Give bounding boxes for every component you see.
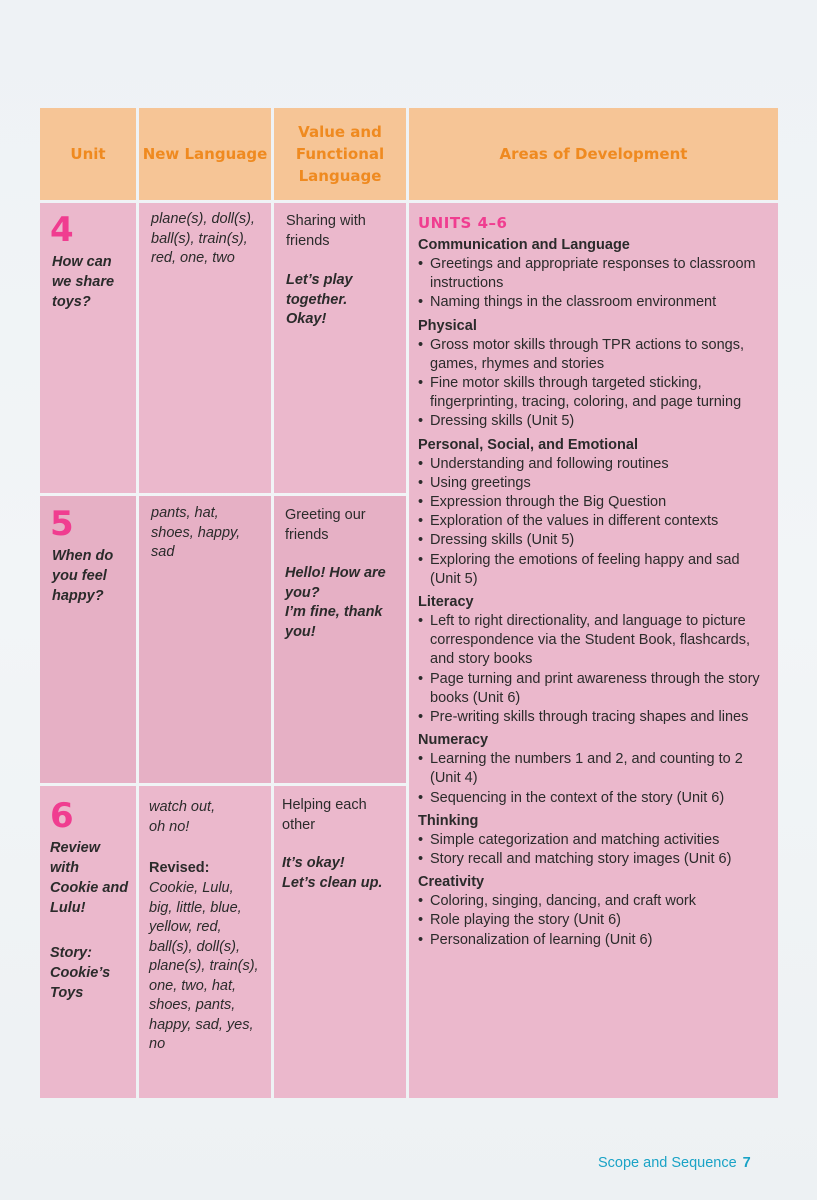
page-footer bbox=[598, 1155, 751, 1171]
development-heading: Personal, Social, and Emotional bbox=[418, 436, 638, 453]
scope-sequence-table bbox=[40, 108, 778, 1098]
unit-5-question: When do you feel happy? bbox=[52, 548, 114, 604]
unit-4-value-phrase: Let’s play together. Okay! bbox=[286, 272, 353, 327]
development-item: • Story recall and matching story images (Unit 6) bbox=[418, 850, 768, 869]
development-item: • Expression through the Big Question bbox=[418, 493, 768, 512]
development-item: • Simple categorization and matching activities bbox=[418, 831, 768, 850]
development-heading: Communication and Language bbox=[418, 237, 630, 253]
unit-6-new-language: watch out, oh no! bbox=[149, 799, 216, 835]
development-list bbox=[418, 612, 768, 727]
development-item: • Role playing the story (Unit 6) bbox=[418, 911, 768, 930]
development-heading: Physical bbox=[418, 317, 477, 334]
header-areas-development: Areas of Development bbox=[409, 108, 778, 200]
unit-6-revised-words: Cookie, Lulu, big, little, blue, yellow, red, ball(s), doll(s), plane(s), train(s), one, two, hat, shoes, pants, happy, sad, yes, no bbox=[149, 880, 259, 1052]
development-content bbox=[418, 214, 768, 950]
development-list bbox=[418, 831, 768, 869]
unit-6-number: 6 bbox=[50, 796, 74, 836]
footer-label: Scope and Sequence bbox=[598, 1155, 737, 1171]
development-list bbox=[418, 255, 768, 313]
unit-4-question: How can we share toys? bbox=[52, 254, 115, 310]
unit-6-story: Story: Cookie’s Toys bbox=[50, 945, 111, 1001]
unit-5-number: 5 bbox=[50, 504, 74, 544]
unit-6-value-phrase: It’s okay! Let’s clean up. bbox=[282, 855, 383, 891]
development-heading: Numeracy bbox=[418, 732, 489, 749]
development-heading: Creativity bbox=[418, 874, 485, 891]
development-item: • Naming things in the classroom environment bbox=[418, 293, 768, 312]
unit-5-value-phrase: Hello! How are you? I’m fine, thank you! bbox=[285, 565, 386, 640]
development-item: • Left to right directionality, and language to picture correspondence via the Student Book, flashcards, and story books bbox=[418, 612, 768, 670]
development-item: • Understanding and following routines bbox=[418, 455, 768, 474]
page-number: 7 bbox=[742, 1155, 751, 1171]
unit-6-question: Review with Cookie and Lulu! bbox=[50, 840, 129, 916]
development-item: • Greetings and appropriate responses to classroom instructions bbox=[418, 255, 768, 293]
development-item: • Using greetings bbox=[418, 474, 768, 493]
development-heading: Literacy bbox=[418, 594, 474, 611]
header-value-language: Value and Functional Language bbox=[274, 108, 406, 200]
unit-5-value-title: Greeting our friends bbox=[285, 507, 366, 543]
development-list bbox=[418, 455, 768, 589]
unit-5-new-language: pants, hat, shoes, happy, sad bbox=[151, 505, 241, 560]
development-list bbox=[418, 892, 768, 950]
unit-6-revised-label: Revised: bbox=[149, 860, 210, 876]
unit-4-new-language: plane(s), doll(s), ball(s), train(s), red, one, two bbox=[151, 211, 255, 266]
units-label: UNITS 4–6 bbox=[418, 214, 508, 232]
development-item: • Exploration of the values in different contexts bbox=[418, 512, 768, 531]
development-item: • Gross motor skills through TPR actions to songs, games, rhymes and stories bbox=[418, 336, 768, 374]
development-item: • Personalization of learning (Unit 6) bbox=[418, 931, 768, 950]
unit-6-value-title: Helping each other bbox=[282, 797, 367, 833]
development-item: • Fine motor skills through targeted sticking, fingerprinting, tracing, coloring, and page turning bbox=[418, 374, 768, 412]
development-list bbox=[418, 336, 768, 432]
development-item: • Exploring the emotions of feeling happy and sad (Unit 5) bbox=[418, 551, 768, 589]
header-new-language: New Language bbox=[139, 108, 271, 200]
development-item: • Pre-writing skills through tracing shapes and lines bbox=[418, 708, 768, 727]
development-sections bbox=[418, 236, 768, 950]
development-item: • Sequencing in the context of the story (Unit 6) bbox=[418, 789, 768, 808]
development-item: • Dressing skills (Unit 5) bbox=[418, 531, 768, 550]
unit-4-number: 4 bbox=[50, 210, 74, 250]
unit-4-value-title: Sharing with friends bbox=[286, 213, 366, 249]
development-item: • Dressing skills (Unit 5) bbox=[418, 412, 768, 431]
header-unit: Unit bbox=[40, 108, 136, 200]
development-item: • Learning the numbers 1 and 2, and counting to 2 (Unit 4) bbox=[418, 750, 768, 788]
development-item: • Page turning and print awareness through the story books (Unit 6) bbox=[418, 670, 768, 708]
development-item: • Coloring, singing, dancing, and craft work bbox=[418, 892, 768, 911]
development-heading: Thinking bbox=[418, 812, 479, 829]
development-list bbox=[418, 750, 768, 808]
